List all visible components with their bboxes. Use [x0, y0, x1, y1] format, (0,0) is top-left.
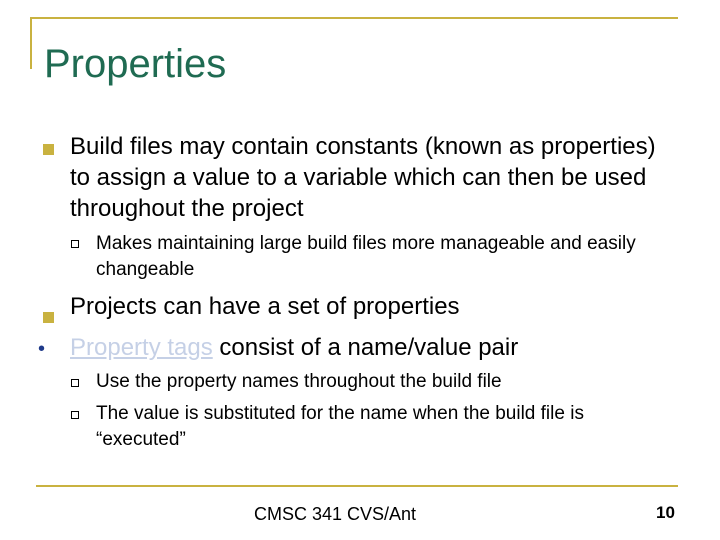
footer-rule: [36, 485, 678, 487]
frame-left-rule: [30, 17, 32, 69]
bullet-1-text: Build files may contain constants (known as properties) to assign a value to a variable which can then be used throughout the project: [70, 133, 656, 222]
property-tags-link[interactable]: Property tags: [70, 334, 213, 361]
bullet-3-1-text: Use the property names throughout the build file: [96, 371, 502, 392]
bullet-3-text-rest: consist of a name/value pair: [212, 334, 519, 361]
page-number: 10: [656, 503, 675, 522]
bullet-2-text: Projects can have a set of properties: [70, 293, 460, 320]
hollow-square-bullet-icon: [71, 240, 79, 248]
dot-bullet-icon: •: [38, 338, 46, 360]
square-bullet-icon: [43, 144, 54, 155]
bullet-3-text: [70, 332, 670, 363]
bullet-3-2-text: The value is substituted for the name when the build file is “executed”: [96, 403, 584, 450]
hollow-square-bullet-icon: [71, 411, 79, 419]
frame-top-rule: [30, 17, 678, 19]
hollow-square-bullet-icon: [71, 379, 79, 387]
footer-course-label: CMSC 341 CVS/Ant: [254, 504, 417, 524]
slide-title: Properties: [44, 42, 227, 86]
bullet-1-1-text: Makes maintaining large build files more manageable and easily changeable: [96, 233, 636, 280]
square-bullet-icon: [43, 312, 54, 323]
